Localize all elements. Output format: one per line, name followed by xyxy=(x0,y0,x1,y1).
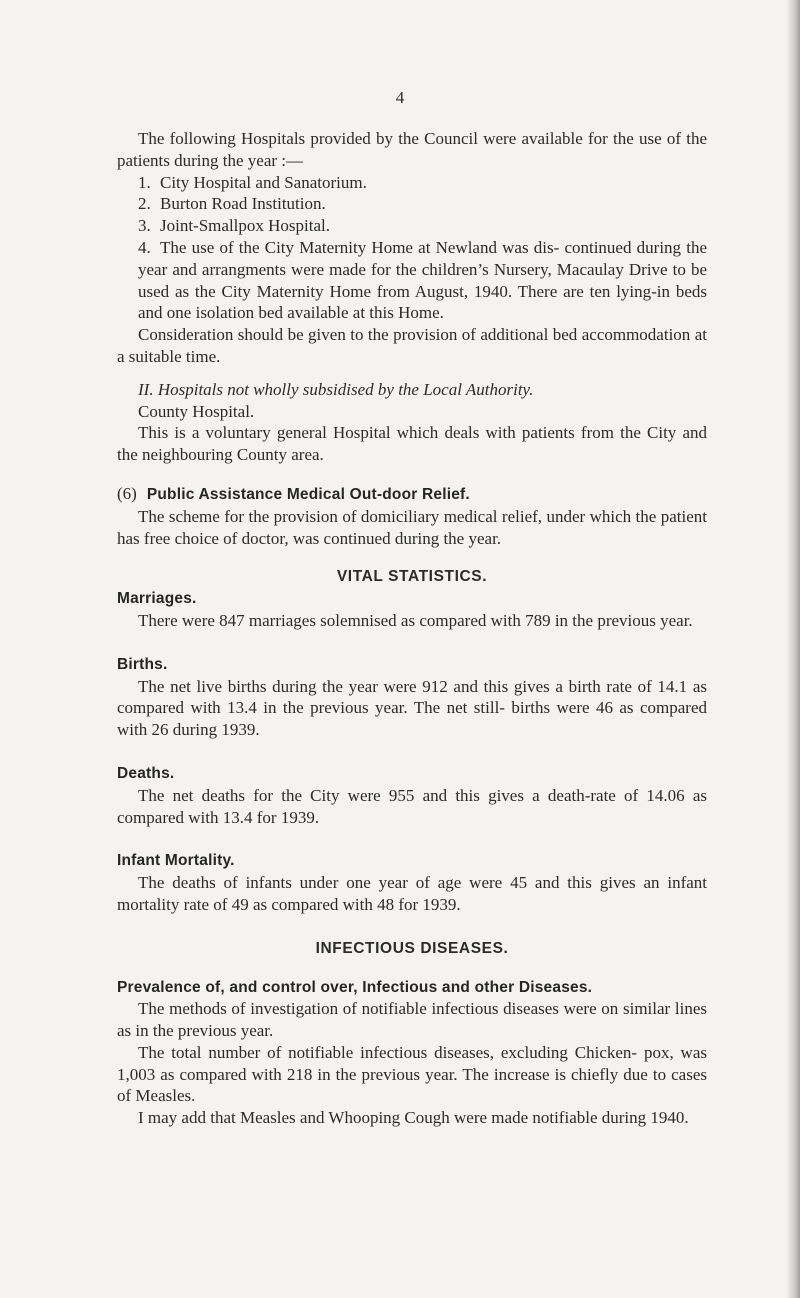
county-hospital-text: This is a voluntary general Hospital which deals with patients from the City and the neighbouring County area. xyxy=(117,423,707,465)
infectious-paragraph-3: I may add that Measles and Whooping Cough were made notifiable during 1940. xyxy=(138,1108,689,1128)
list-item-text: Joint-Smallpox Hospital. xyxy=(160,216,330,236)
page-number: 4 xyxy=(395,88,405,107)
list-item-text: Burton Road Institution. xyxy=(160,194,326,214)
list-item-number: 1. xyxy=(138,172,151,192)
public-assistance-heading: Public Assistance Medical Out-door Relief. xyxy=(146,485,470,503)
page-edge-shadow xyxy=(786,0,800,1298)
births-text: The net live births during the year were 912 and this gives a birth rate of 14.1 as compared with 13.4 in the previous year. The net still- births were 46 as compared with 26 during 1939. xyxy=(117,676,707,740)
section-number: (6) xyxy=(117,483,137,503)
infant-mortality-text: The deaths of infants under one year of age were 45 and this gives an infant mortality rate of 49 as compared with 48 for 1939. xyxy=(117,873,707,914)
infant-mortality-heading: Infant Mortality. xyxy=(117,852,235,870)
list-item-number: 4. xyxy=(138,237,151,257)
marriages-text: There were 847 marriages solemnised as compared with 789 in the previous year. xyxy=(138,610,693,630)
infectious-paragraph-1: The methods of investigation of notifiable infectious diseases were on similar lines as in the previous year. xyxy=(117,999,707,1041)
marriages-heading: Marriages. xyxy=(117,590,197,608)
list-item xyxy=(117,172,707,194)
list-item xyxy=(117,193,707,215)
subsidised-hospitals-heading: II. Hospitals not wholly subsidised by the Local Authority. xyxy=(138,379,534,399)
list-item xyxy=(117,237,707,324)
list-item-number: 3. xyxy=(138,216,151,236)
document-body xyxy=(117,128,707,1129)
hospitals-intro: The following Hospitals provided by the Council were available for the use of the patients during the year :— xyxy=(117,129,707,170)
deaths-heading: Deaths. xyxy=(117,764,175,782)
county-hospital-label: County Hospital. xyxy=(138,401,255,421)
public-assistance-heading-line xyxy=(117,483,707,506)
infectious-diseases-heading: INFECTIOUS DISEASES. xyxy=(315,939,509,957)
consideration-paragraph: Consideration should be given to the provision of additional bed accommodation at a suitable time. xyxy=(117,325,707,366)
list-item-number: 2. xyxy=(138,194,151,214)
list-item-text: City Hospital and Sanatorium. xyxy=(160,172,367,192)
infectious-paragraph-2: The total number of notifiable infectious diseases, excluding Chicken- pox, was 1,003 as compared with 218 in the previous year. The increase is chiefly due to cases of Measles. xyxy=(117,1042,707,1106)
prevalence-heading: Prevalence of, and control over, Infectious and other Diseases. xyxy=(117,978,593,996)
list-item xyxy=(117,215,707,237)
public-assistance-text: The scheme for the provision of domiciliary medical relief, under which the patient has free choice of doctor, was continued during the year. xyxy=(117,506,707,548)
vital-statistics-heading: VITAL STATISTICS. xyxy=(336,568,488,586)
deaths-text: The net deaths for the City were 955 and this gives a death-rate of 14.06 as compared with 13.4 for 1939. xyxy=(117,785,707,827)
list-item-text: The use of the City Maternity Home at Newland was dis- continued during the year and arrangments were made for the children’s Nursery, Macaulay Drive to be used as the City Maternity Home from August, 1940. There are ten lying-in beds and one isolation bed available at this Home. xyxy=(138,237,707,323)
births-heading: Births. xyxy=(117,655,168,673)
